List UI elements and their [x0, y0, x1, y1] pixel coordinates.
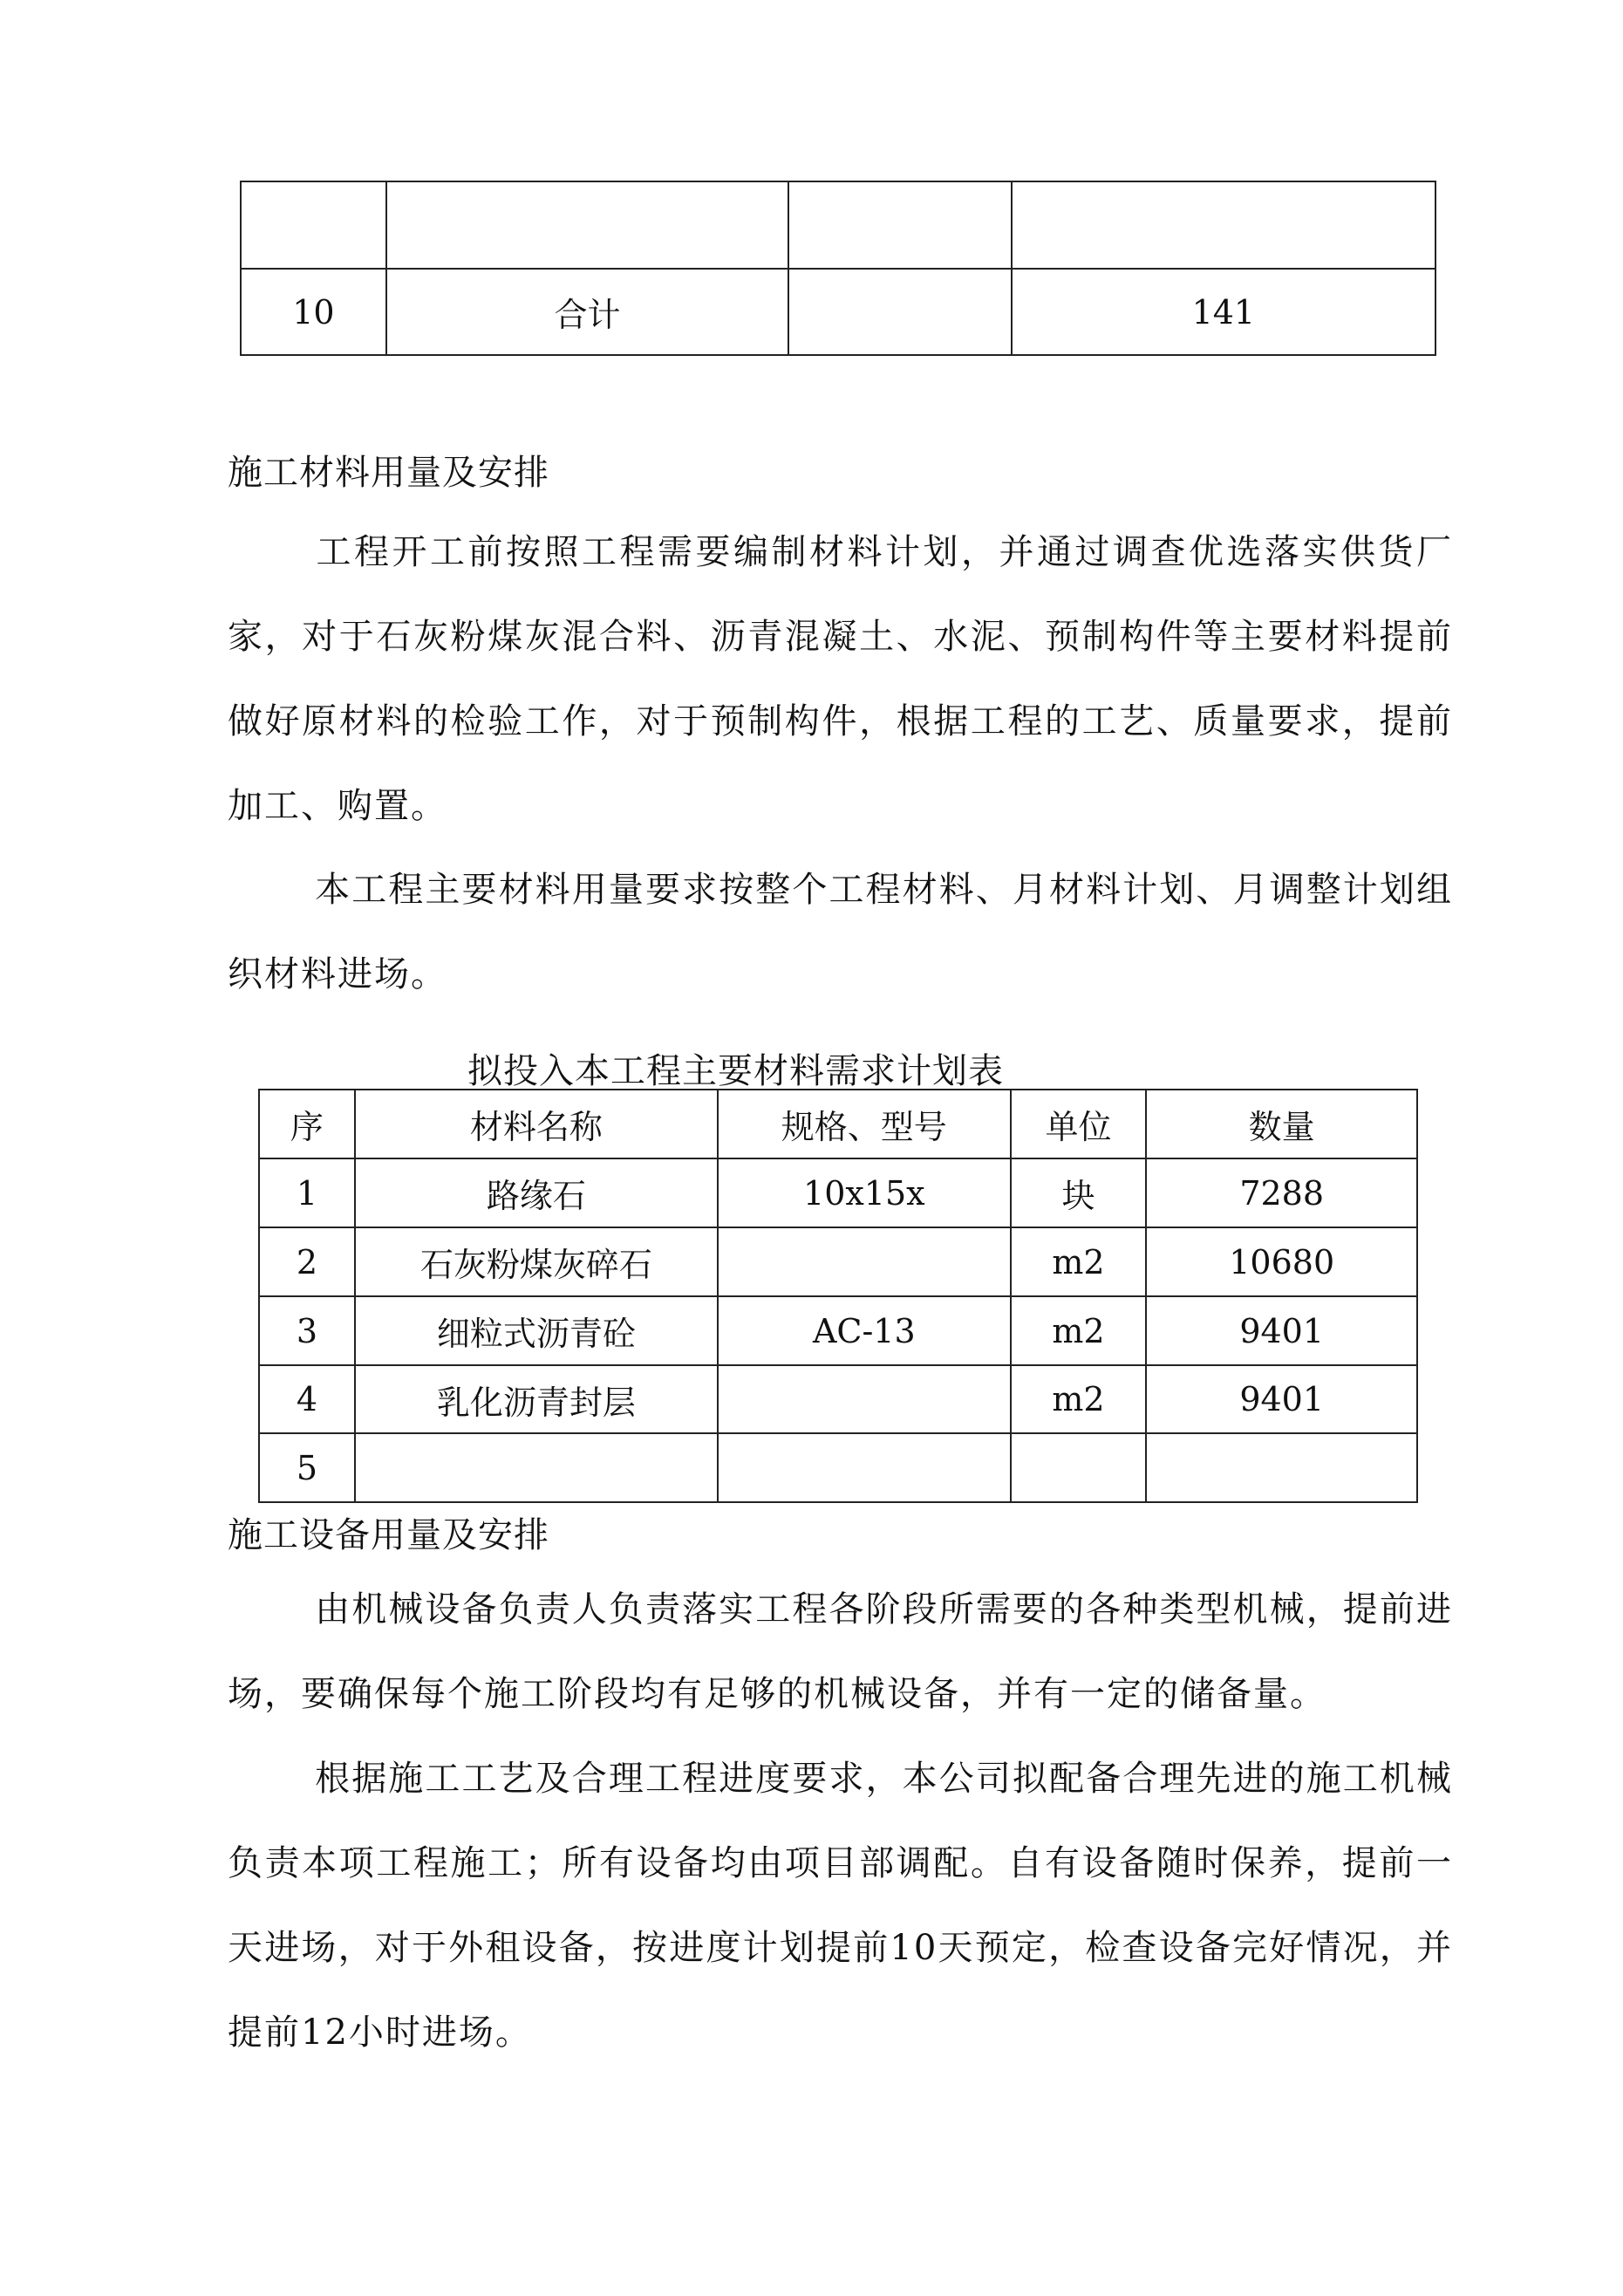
table-cell	[1011, 1433, 1147, 1502]
table-cell: 9401	[1146, 1296, 1417, 1365]
table-row	[241, 181, 1435, 269]
table-cell: 块	[1011, 1158, 1147, 1227]
table-caption: 拟投入本工程主要材料需求计划表	[467, 1051, 1004, 1091]
table-row	[259, 1296, 1417, 1365]
table-cell: 细粒式沥青砼	[355, 1296, 718, 1365]
paragraph-text: 根据施工工艺及合理工程进度要求，本公司拟配备合理先进的施工机械负责本项工程施工；所有设备均由项目部调配。自有设备随时保养，提前一天进场，对于外租设备，按进度计划提前10天预定，检查设备完好情况，并提前12小时进场。	[228, 1759, 1453, 2053]
table-cell: 乳化沥青封层	[355, 1365, 718, 1433]
table-cell: m2	[1011, 1227, 1147, 1296]
section-heading-equipment: 施工设备用量及安排	[228, 1515, 549, 1555]
paragraph-text: 工程开工前按照工程需要编制材料计划，并通过调查优选落实供货厂家，对于石灰粉煤灰混合料、沥青混凝土、水泥、预制构件等主要材料提前做好原材料的检验工作，对于预制构件，根据工程的工艺、质量要求，提前加工、购置。	[228, 532, 1453, 826]
material-table	[258, 1089, 1418, 1503]
table-row	[259, 1433, 1417, 1502]
table-cell: AC-13	[718, 1296, 1011, 1365]
table-cell: 路缘石	[355, 1158, 718, 1227]
table-header-row	[259, 1090, 1417, 1158]
table-cell	[718, 1433, 1011, 1502]
paragraph	[228, 1568, 1453, 1737]
table-cell	[1146, 1433, 1417, 1502]
paragraph	[228, 1737, 1453, 2075]
table-cell	[386, 181, 788, 269]
table-cell	[241, 181, 386, 269]
table-cell: 4	[259, 1365, 355, 1433]
table-cell	[718, 1365, 1011, 1433]
column-header: 材料名称	[355, 1090, 718, 1158]
table-row	[259, 1365, 1417, 1433]
table-cell	[355, 1433, 718, 1502]
table-cell: 10680	[1146, 1227, 1417, 1296]
table-cell: 9401	[1146, 1365, 1417, 1433]
table-cell: 5	[259, 1433, 355, 1502]
table-cell	[718, 1227, 1011, 1296]
paragraph	[228, 848, 1453, 1017]
table-cell: 10x15x	[718, 1158, 1011, 1227]
table-cell: 1	[259, 1158, 355, 1227]
top-table	[240, 181, 1436, 356]
table-cell: m2	[1011, 1296, 1147, 1365]
table-row	[241, 269, 1435, 355]
paragraph-text: 本工程主要材料用量要求按整个工程材料、月材料计划、月调整计划组织材料进场。	[228, 870, 1453, 994]
table-cell	[1012, 181, 1435, 269]
table-cell: 7288	[1146, 1158, 1417, 1227]
paragraph	[228, 510, 1453, 849]
table-cell: 石灰粉煤灰碎石	[355, 1227, 718, 1296]
table-cell	[788, 269, 1012, 355]
column-header: 数量	[1146, 1090, 1417, 1158]
table-cell: 10	[241, 269, 386, 355]
section-heading-materials: 施工材料用量及安排	[228, 453, 549, 493]
column-header: 单位	[1011, 1090, 1147, 1158]
column-header: 规格、型号	[718, 1090, 1011, 1158]
column-header: 序	[259, 1090, 355, 1158]
table-row	[259, 1227, 1417, 1296]
table-row	[259, 1158, 1417, 1227]
table-cell: 2	[259, 1227, 355, 1296]
table-cell: 合计	[386, 269, 788, 355]
paragraph-text: 由机械设备负责人负责落实工程各阶段所需要的各种类型机械，提前进场，要确保每个施工阶段均有足够的机械设备，并有一定的储备量。	[228, 1589, 1453, 1714]
table-cell: 141	[1012, 269, 1435, 355]
table-cell	[788, 181, 1012, 269]
table-cell: m2	[1011, 1365, 1147, 1433]
table-cell: 3	[259, 1296, 355, 1365]
